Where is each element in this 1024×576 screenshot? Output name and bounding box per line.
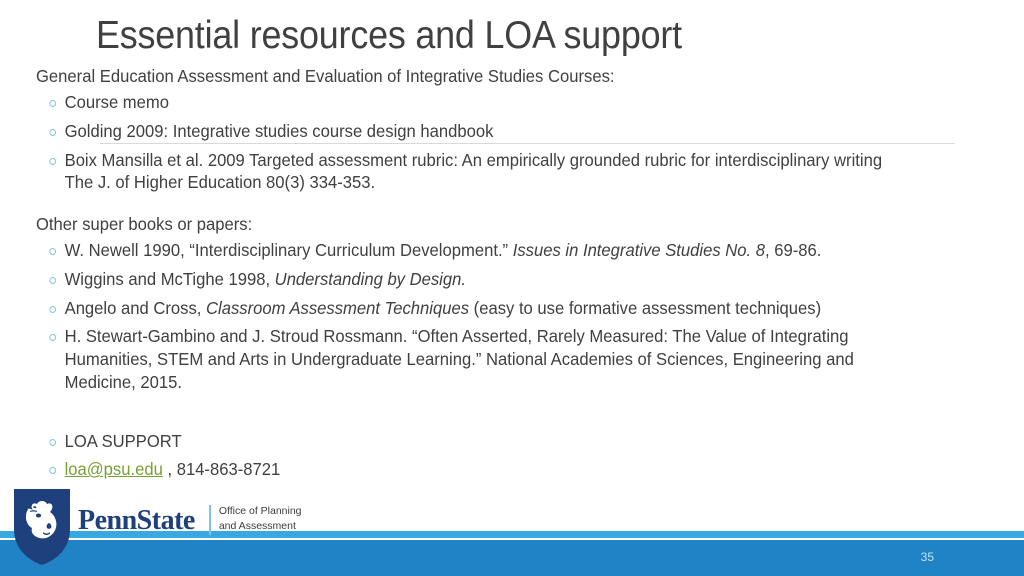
citation-text: Wiggins and McTighe 1998,: [64, 268, 275, 289]
list-item: LOA SUPPORT: [0, 430, 973, 453]
horizontal-rule: [100, 143, 955, 144]
list-item: [0, 325, 973, 393]
page-title: Essential resources and LOA support: [96, 14, 682, 57]
bullet-list-loa-support: [0, 430, 1024, 482]
section-spacer: [0, 200, 1024, 214]
citation-text: W. Newell 1990, “Interdisciplinary Curriculum Development.”: [64, 240, 513, 260]
email-link[interactable]: loa@psu.edu: [64, 459, 163, 480]
citation-title-italic: Classroom Assessment Techniques: [206, 297, 470, 318]
penn-state-logo: [12, 487, 302, 567]
logo-divider: [209, 505, 211, 535]
page-number: 35: [920, 550, 934, 564]
section-spacer: [0, 400, 1024, 430]
citation-text: Angelo and Cross,: [64, 297, 207, 318]
citation-pages: (easy to use formative assessment techniques): [469, 297, 822, 318]
phone-number: , 814-863-8721: [162, 459, 281, 480]
list-item: Golding 2009: Integrative studies course design handbook: [0, 120, 973, 143]
list-item: [0, 458, 973, 481]
logo-tagline: [219, 504, 302, 534]
section-heading-other-books: Other super books or papers:: [36, 214, 253, 234]
list-item: [0, 297, 973, 320]
penn-state-wordmark: PennState: [78, 505, 195, 536]
list-item: Course memo: [0, 91, 973, 114]
citation-text: H. Stewart-Gambino and J. Stroud Rossmann. “Often Asserted, Rarely Measured: The Value of Integrating Humanities, STEM and Arts in Undergraduate Learning.” National Academies of Sciences, Engineering and Medicine, 2015.: [64, 326, 854, 392]
citation-title-italic: Understanding by Design.: [274, 268, 466, 289]
penn-state-shield-icon: [12, 487, 72, 567]
citation-pages: , 69-86.: [765, 240, 822, 260]
slide-body: [0, 66, 1024, 487]
citation-title-italic: Issues in Integrative Studies No. 8: [512, 240, 766, 260]
list-item: [0, 239, 973, 262]
logo-tagline-line2: and Assessment: [218, 520, 296, 533]
list-item: Boix Mansilla et al. 2009 Targeted assessment rubric: An empirically grounded rubric for interdisciplinary writing The J. of Higher Education 80(3) 334-353.: [0, 149, 973, 195]
list-item: [0, 268, 973, 291]
logo-tagline-line1: Office of Planning: [218, 505, 302, 517]
bullet-list-other-books: [0, 239, 1024, 394]
section-heading-general-education: General Education Assessment and Evaluation of Integrative Studies Courses:: [36, 66, 615, 86]
